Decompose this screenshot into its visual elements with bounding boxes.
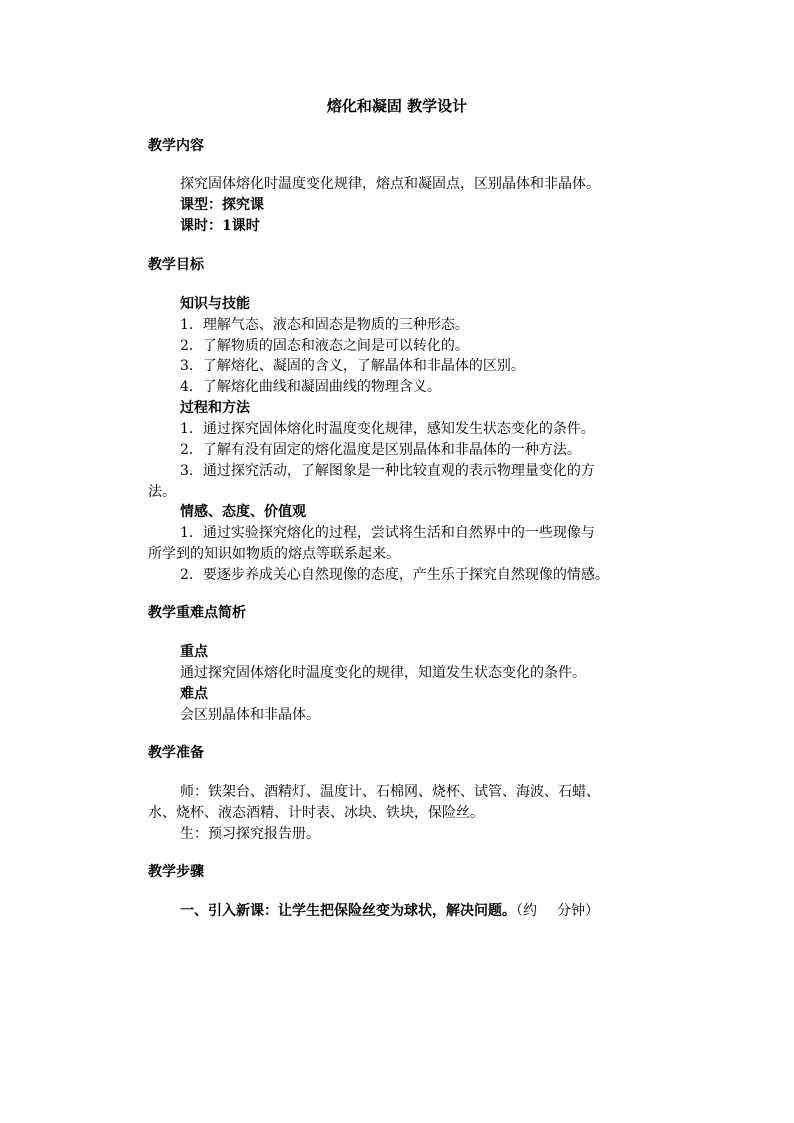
prep-teacher-line1: 师：铁架台、酒精灯、温度计、石棉网、烧杯、试管、海波、石蜡、	[180, 784, 600, 800]
difficult-text: 会区别晶体和非晶体。	[180, 707, 320, 723]
list-item: 4．了解熔化曲线和凝固曲线的物理含义。	[180, 379, 441, 395]
subheading-emotion: 情感、态度、价值观	[180, 504, 306, 520]
document-title: 熔化和凝固 教学设计	[326, 97, 468, 115]
list-item: 1．理解气态、液态和固态是物质的三种形态。	[180, 317, 469, 333]
list-item: 3．通过探究活动，了解图象是一种比较直观的表示物理量变化的方	[180, 463, 595, 479]
list-item: 2．要逐步养成关心自然现像的态度，产生乐于探究自然现像的情感。	[180, 567, 609, 583]
list-item: 3．了解熔化、凝固的含义，了解晶体和非晶体的区别。	[180, 358, 525, 374]
list-item: 1．通过实验探究熔化的过程，尝试将生活和自然界中的一些现像与	[180, 525, 595, 541]
section-heading-content: 教学内容	[148, 138, 204, 154]
prep-teacher-line2: 水、烧杯、液态酒精、计时表、冰块、铁块，保险丝。	[148, 805, 484, 821]
lesson-type: 课型：探究课	[180, 197, 264, 213]
step-1-title: 一、引入新课：让学生把保险丝变为球状，解决问题。	[180, 903, 516, 919]
list-item: 2．了解有没有固定的熔化温度是区别晶体和非晶体的一种方法。	[180, 442, 581, 458]
list-item-continuation: 所学到的知识如物质的熔点等联系起来。	[148, 546, 400, 562]
list-item: 2．了解物质的固态和液态之间是可以转化的。	[180, 338, 469, 354]
difficult-label: 难点	[180, 686, 208, 702]
lesson-hours: 课时：1课时	[180, 218, 260, 234]
section-heading-keypoints: 教学重难点简析	[148, 605, 246, 621]
subheading-knowledge: 知识与技能	[180, 296, 250, 312]
prep-student: 生：预习探究报告册。	[180, 826, 320, 842]
step-1	[180, 901, 599, 921]
key-text: 通过探究固体熔化时温度变化的规律，知道发生状态变化的条件。	[180, 665, 586, 681]
section-heading-prep: 教学准备	[148, 745, 204, 761]
section-heading-goals: 教学目标	[148, 257, 204, 273]
key-label: 重点	[180, 644, 208, 660]
step-1-time-prefix: （约	[516, 903, 537, 919]
section-heading-steps: 教学步骤	[148, 864, 204, 880]
step-1-time-suffix: 分钟）	[557, 903, 599, 919]
list-item-continuation: 法。	[148, 484, 176, 500]
content-body: 探究固体熔化时温度变化规律，熔点和凝固点，区别晶体和非晶体。	[180, 176, 600, 192]
subheading-process: 过程和方法	[180, 400, 250, 416]
list-item: 1．通过探究固体熔化时温度变化规律，感知发生状态变化的条件。	[180, 421, 595, 437]
